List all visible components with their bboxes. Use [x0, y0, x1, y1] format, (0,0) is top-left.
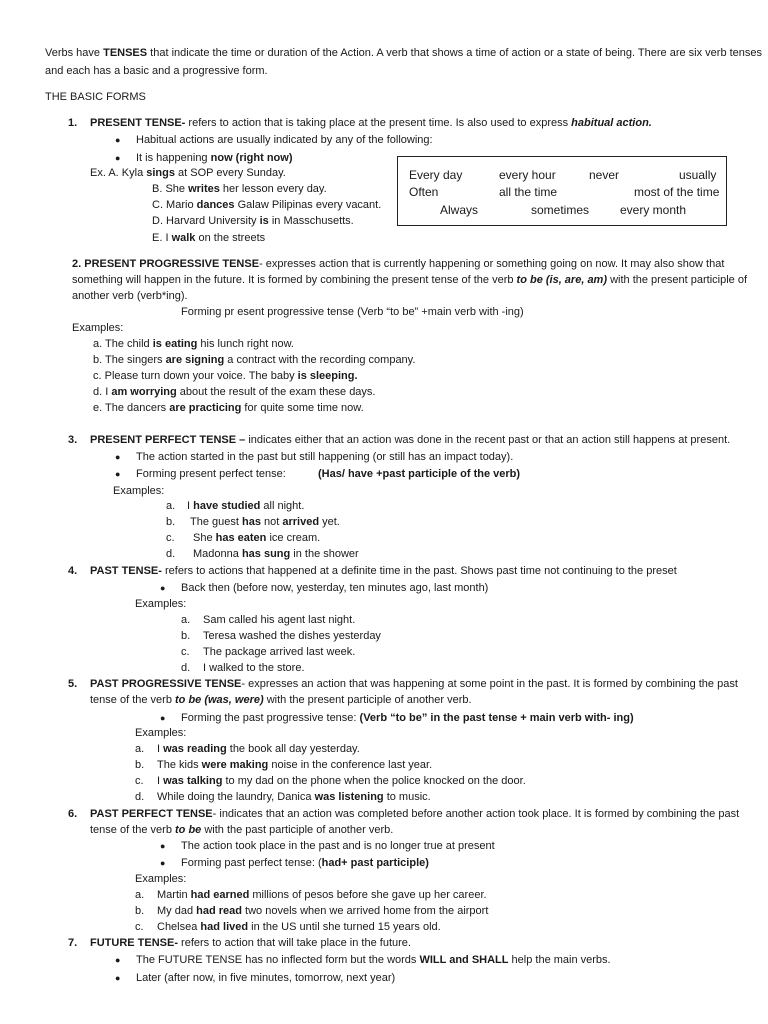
example-line: The guest has not arrived yet.: [190, 516, 340, 528]
bullet-icon: ●: [115, 469, 121, 479]
tense-2-line: another verb (verb*ing).: [72, 290, 188, 302]
example-letter: d.: [181, 662, 191, 674]
tense-5-definition: PAST PROGRESSIVE TENSE- expresses an action that was happening at some point in the past. It is formed by combining the past: [90, 678, 738, 690]
example-letter: d.: [166, 548, 176, 560]
frequency-word: sometimes: [531, 203, 590, 217]
tense-5-bullet: Forming the past progressive tense: (Verb “to be” in the past tense + main verb with- ing): [181, 712, 634, 724]
bullet-icon: ●: [160, 841, 166, 851]
example-line: Sam called his agent last night.: [203, 614, 356, 626]
tense-2-formula: Forming pr esent progressive tense (Verb “to be” +main verb with -ing): [181, 306, 524, 318]
frequency-word: usually: [679, 168, 717, 182]
tense-1-definition: PRESENT TENSE- refers to action that is taking place at the present time. Is also used to express habitual action.: [90, 117, 652, 129]
example-line: The kids were making noise in the conference last year.: [157, 759, 433, 771]
frequency-word: never: [589, 168, 620, 182]
example-line: D. Harvard University is in Masschusetts.: [152, 215, 354, 227]
tense-1-bullet-2: It is happening now (right now): [136, 152, 293, 164]
frequency-word: Always: [440, 203, 479, 217]
tense-2-definition: 2. PRESENT PROGRESSIVE TENSE- expresses action that is currently happening or something going on now. It may also show that: [72, 258, 725, 270]
example-line: Chelsea had lived in the US until she turned 15 years old.: [157, 921, 441, 933]
bullet-icon: ●: [115, 973, 121, 983]
example-letter: b.: [135, 759, 145, 771]
bullet-icon: ●: [160, 713, 166, 723]
tense-5-number: 5.: [68, 678, 78, 690]
frequency-word: every hour: [499, 168, 556, 182]
bullet-icon: ●: [115, 135, 121, 145]
examples-label: Examples:: [135, 873, 187, 885]
tense-2-line: something will happen in the future. It is formed by combining the present tense of the verb to be (is, are, am) with the present participle of: [72, 274, 748, 286]
example-line: While doing the laundry, Danica was listening to music.: [157, 791, 431, 803]
example-line: Ex. A. Kyla sings at SOP every Sunday.: [90, 167, 286, 179]
bullet-icon: ●: [160, 858, 166, 868]
tense-4-bullet: Back then (before now, yesterday, ten minutes ago, last month): [181, 582, 489, 594]
section-heading: THE BASIC FORMS: [45, 91, 146, 103]
example-line: I have studied all night.: [187, 500, 305, 512]
examples-label: Examples:: [135, 727, 187, 739]
tense-4-number: 4.: [68, 565, 78, 577]
bullet-icon: ●: [115, 153, 121, 163]
tense-7-definition: FUTURE TENSE- refers to action that will take place in the future.: [90, 937, 411, 949]
example-letter: a.: [135, 889, 145, 901]
frequency-word: every month: [620, 203, 687, 217]
example-line: I was reading the book all day yesterday.: [157, 743, 360, 755]
example-line: e. The dancers are practicing for quite some time now.: [93, 402, 364, 414]
tense-6-bullet: The action took place in the past and is no longer true at present: [181, 840, 495, 852]
example-line: d. I am worrying about the result of the exam these days.: [93, 386, 376, 398]
tense-3-bullet: Forming present perfect tense:: [136, 468, 286, 480]
example-line: I walked to the store.: [203, 662, 305, 674]
example-line: I was talking to my dad on the phone when the police knocked on the door.: [157, 775, 526, 787]
example-line: c. Please turn down your voice. The baby is sleeping.: [93, 370, 358, 382]
example-letter: c.: [135, 775, 144, 787]
example-letter: c.: [135, 921, 144, 933]
tense-1-bullet-1: Habitual actions are usually indicated by any of the following:: [136, 134, 433, 146]
tense-6-number: 6.: [68, 808, 78, 820]
example-letter: b.: [166, 516, 176, 528]
example-letter: c.: [181, 646, 190, 658]
example-letter: a.: [135, 743, 145, 755]
examples-label: Examples:: [113, 485, 165, 497]
example-letter: c.: [166, 532, 175, 544]
example-line: E. I walk on the streets: [152, 232, 266, 244]
example-letter: d.: [135, 791, 145, 803]
tense-3-number: 3.: [68, 434, 78, 446]
tense-5-line: tense of the verb to be (was, were) with the present participle of another verb.: [90, 694, 472, 706]
example-letter: b.: [135, 905, 145, 917]
intro-line-1: Verbs have TENSES that indicate the time or duration of the Action. A verb that shows a time of action or a state of being. There are six verb tenses: [45, 47, 763, 59]
example-line: The package arrived last week.: [203, 646, 356, 658]
frequency-word: most of the time: [634, 185, 720, 199]
tense-6-bullet: Forming past perfect tense: (had+ past participle): [181, 857, 429, 869]
tense-6-line: tense of the verb to be with the past participle of another verb.: [90, 824, 394, 836]
bullet-icon: ●: [115, 452, 121, 462]
example-line: My dad had read two novels when we arrived home from the airport: [157, 905, 489, 917]
frequency-word: all the time: [499, 185, 558, 199]
tense-7-bullet: Later (after now, in five minutes, tomorrow, next year): [136, 972, 396, 984]
tense-1-heading: 1.: [68, 117, 78, 129]
example-line: Teresa washed the dishes yesterday: [203, 630, 381, 642]
example-line: Martin had earned millions of pesos before she gave up her career.: [157, 889, 487, 901]
frequency-words-box: [397, 156, 727, 226]
tense-6-definition: PAST PERFECT TENSE- indicates that an action was completed before another action took place. It is formed by combining the past: [90, 808, 740, 820]
tense-7-bullet: The FUTURE TENSE has no inflected form but the words WILL and SHALL help the main verbs.: [136, 954, 611, 966]
frequency-word: Every day: [409, 168, 463, 182]
example-letter: a.: [166, 500, 176, 512]
examples-label: Examples:: [135, 598, 187, 610]
example-line: B. She writes her lesson every day.: [152, 183, 327, 195]
example-line: b. The singers are signing a contract with the recording company.: [93, 354, 416, 366]
tense-3-definition: PRESENT PERFECT TENSE – indicates either that an action was done in the recent past or that an action still happens at present.: [90, 434, 731, 446]
frequency-word: Often: [409, 185, 439, 199]
examples-label: Examples:: [72, 322, 124, 334]
example-letter: a.: [181, 614, 191, 626]
example-line: C. Mario dances Galaw Pilipinas every vacant.: [152, 199, 382, 211]
tense-3-bullet: The action started in the past but still happening (or still has an impact today).: [136, 451, 514, 463]
tense-3-formula: (Has/ have +past participle of the verb): [318, 468, 521, 480]
bullet-icon: ●: [115, 955, 121, 965]
example-line: a. The child is eating his lunch right now.: [93, 338, 294, 350]
bullet-icon: ●: [160, 583, 166, 593]
example-letter: b.: [181, 630, 191, 642]
intro-line-2: and each has a basic and a progressive form.: [45, 65, 268, 77]
tense-7-number: 7.: [68, 937, 78, 949]
example-line: Madonna has sung in the shower: [193, 548, 359, 560]
tense-4-definition: PAST TENSE- refers to actions that happened at a definite time in the past. Shows past time not continuing to the preset: [90, 565, 677, 577]
example-line: She has eaten ice cream.: [193, 532, 321, 544]
